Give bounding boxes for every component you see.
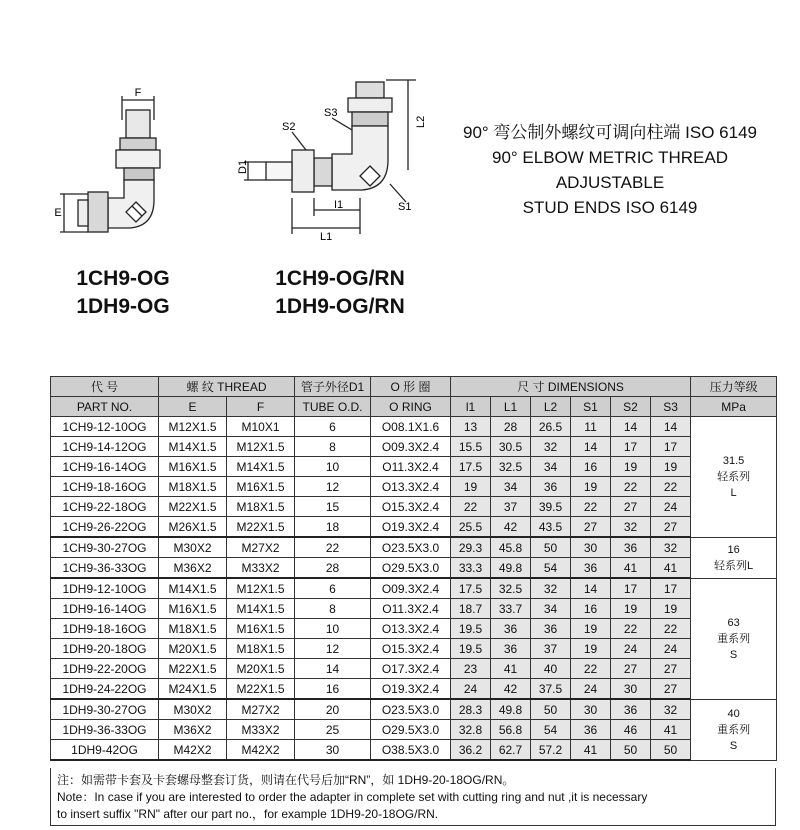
table-cell: M20X1.5 <box>159 639 227 659</box>
header-row-2 <box>51 397 777 417</box>
table-cell: 36 <box>491 639 531 659</box>
table-cell: 22 <box>651 477 691 497</box>
table-cell: 15.5 <box>451 437 491 457</box>
header-oring-cn: O 形 圈 <box>371 377 451 397</box>
table-cell: 24 <box>451 679 491 700</box>
table-cell: 34 <box>531 457 571 477</box>
table-cell: 27 <box>651 679 691 700</box>
header-s1: S1 <box>571 397 611 417</box>
note-en-2: to insert suffix "RN" after our part no.，for example 1DH9-20-18OG/RN. <box>57 807 439 821</box>
table-cell: 30.5 <box>491 437 531 457</box>
table-cell: 54 <box>531 720 571 740</box>
table-cell: 22 <box>571 497 611 517</box>
label-l1-small: I1 <box>334 199 344 211</box>
table-cell: 37 <box>531 639 571 659</box>
table-cell: 14 <box>651 417 691 437</box>
table-cell: 62.7 <box>491 740 531 761</box>
pressure-class-line: 63 <box>727 616 740 629</box>
table-cell: 32.8 <box>451 720 491 740</box>
label-s1: S1 <box>398 201 412 213</box>
model-right-line1: 1CH9-OG/RN <box>275 267 405 290</box>
table-cell: 39.5 <box>531 497 571 517</box>
header-dimensions: 尺 寸 DIMENSIONS <box>451 377 691 397</box>
table-row <box>51 558 777 579</box>
table-cell: 27 <box>611 659 651 679</box>
table-cell: 13 <box>451 417 491 437</box>
table-cell: 32 <box>611 517 651 538</box>
table-cell: 1DH9-30-27OG <box>51 699 159 720</box>
model-left-line2: 1DH9-OG <box>76 295 170 318</box>
table-cell: M14X1.5 <box>159 437 227 457</box>
pressure-class <box>691 537 777 578</box>
table-cell: 19 <box>651 599 691 619</box>
table-cell: 30 <box>295 740 371 761</box>
table-cell: 10 <box>295 619 371 639</box>
table-cell: M18X1.5 <box>159 619 227 639</box>
title-line1: 90° 弯公制外螺纹可调向柱端 ISO 6149 <box>463 123 757 142</box>
table-cell: 1DH9-42OG <box>51 740 159 761</box>
table-row <box>51 497 777 517</box>
table-cell: O17.3X2.4 <box>371 659 451 679</box>
table-cell: 36 <box>611 699 651 720</box>
table-cell: 34 <box>531 599 571 619</box>
table-cell: 17 <box>651 437 691 457</box>
table-cell: O19.3X2.4 <box>371 517 451 538</box>
table-cell: M16X1.5 <box>159 457 227 477</box>
table-cell: M12X1.5 <box>159 417 227 437</box>
table-cell: 49.8 <box>491 699 531 720</box>
header-thread: 螺 纹 THREAD <box>159 377 295 397</box>
table-cell: 49.8 <box>491 558 531 579</box>
table-cell: 22 <box>571 659 611 679</box>
table-cell: 50 <box>531 699 571 720</box>
title-line3: ADJUSTABLE <box>555 173 665 192</box>
table-cell: M16X1.5 <box>227 477 295 497</box>
table-cell: 14 <box>571 578 611 599</box>
table-cell: 1DH9-36-33OG <box>51 720 159 740</box>
table-cell: 17 <box>611 437 651 457</box>
table-cell: M10X1 <box>227 417 295 437</box>
product-title <box>440 120 780 220</box>
pressure-class-line: S <box>729 739 738 752</box>
table-row <box>51 740 777 761</box>
table-cell: 40 <box>531 659 571 679</box>
header-mpa: MPa <box>691 397 777 417</box>
header-l1-small: l1 <box>451 397 491 417</box>
table-cell: M26X1.5 <box>159 517 227 538</box>
pressure-class <box>691 417 777 538</box>
table-cell: 22 <box>611 619 651 639</box>
table-cell: M33X2 <box>227 720 295 740</box>
table-cell: 33.7 <box>491 599 531 619</box>
table-cell: 41 <box>651 558 691 579</box>
table-row <box>51 619 777 639</box>
table-cell: 19 <box>611 457 651 477</box>
table-cell: 18 <box>295 517 371 538</box>
model-right <box>250 265 430 321</box>
table-cell: 1CH9-16-14OG <box>51 457 159 477</box>
header-s3: S3 <box>651 397 691 417</box>
table-cell: 1CH9-18-16OG <box>51 477 159 497</box>
table-cell: O15.3X2.4 <box>371 639 451 659</box>
table-cell: 19 <box>451 477 491 497</box>
table-cell: M30X2 <box>159 537 227 558</box>
table-cell: 28 <box>295 558 371 579</box>
table-cell: 50 <box>651 740 691 761</box>
table-cell: 19.5 <box>451 639 491 659</box>
table-cell: O15.3X2.4 <box>371 497 451 517</box>
table-cell: M18X1.5 <box>159 477 227 497</box>
table-cell: 34 <box>491 477 531 497</box>
table-cell: 1DH9-20-18OG <box>51 639 159 659</box>
table-cell: 23 <box>451 659 491 679</box>
table-row <box>51 599 777 619</box>
table-cell: 19 <box>571 639 611 659</box>
table-cell: 16 <box>571 457 611 477</box>
table-cell: 12 <box>295 639 371 659</box>
table-cell: 36 <box>531 477 571 497</box>
table-cell: 24 <box>611 639 651 659</box>
right-elbow-drawing <box>236 70 446 250</box>
label-l2: L2 <box>415 115 427 128</box>
table-cell: 43.5 <box>531 517 571 538</box>
model-left-line1: 1CH9-OG <box>76 267 170 290</box>
table-cell: 12 <box>295 477 371 497</box>
table-cell: 15 <box>295 497 371 517</box>
model-right-line2: 1DH9-OG/RN <box>275 295 405 318</box>
table-cell: 1CH9-36-33OG <box>51 558 159 579</box>
table-row <box>51 537 777 558</box>
table-row <box>51 417 777 437</box>
label-d1: D1 <box>237 159 249 174</box>
spec-table-body <box>51 417 777 761</box>
label-e: E <box>54 207 62 219</box>
table-cell: 6 <box>295 578 371 599</box>
table-cell: O29.5X3.0 <box>371 558 451 579</box>
table-cell: 17 <box>611 578 651 599</box>
table-cell: 36 <box>611 537 651 558</box>
table-cell: 22 <box>611 477 651 497</box>
table-cell: O08.1X1.6 <box>371 417 451 437</box>
table-cell: 29.3 <box>451 537 491 558</box>
table-cell: 1DH9-24-22OG <box>51 679 159 700</box>
pressure-class-line: 轻系列 <box>717 470 751 483</box>
table-row <box>51 699 777 720</box>
pressure-class-line: 31.5 <box>722 454 745 467</box>
table-cell: O23.5X3.0 <box>371 537 451 558</box>
table-cell: M33X2 <box>227 558 295 579</box>
table-cell: 1DH9-22-20OG <box>51 659 159 679</box>
pressure-class-line: 重系列 <box>717 723 751 736</box>
table-cell: 8 <box>295 437 371 457</box>
table-cell: O09.3X2.4 <box>371 437 451 457</box>
table-cell: 33.3 <box>451 558 491 579</box>
table-cell: 8 <box>295 599 371 619</box>
table-cell: 11 <box>571 417 611 437</box>
table-cell: O19.3X2.4 <box>371 679 451 700</box>
table-cell: 36 <box>531 619 571 639</box>
table-cell: 1DH9-18-16OG <box>51 619 159 639</box>
table-cell: 1DH9-16-14OG <box>51 599 159 619</box>
table-cell: 14 <box>295 659 371 679</box>
table-row <box>51 437 777 457</box>
table-cell: 1CH9-12-10OG <box>51 417 159 437</box>
table-cell: 42 <box>491 679 531 700</box>
header-part: PART NO. <box>51 397 159 417</box>
table-cell: 56.8 <box>491 720 531 740</box>
table-cell: M16X1.5 <box>159 599 227 619</box>
table-cell: 27 <box>571 517 611 538</box>
table-cell: 27 <box>651 517 691 538</box>
table-cell: M22X1.5 <box>227 517 295 538</box>
table-cell: 36 <box>571 720 611 740</box>
header-tube-cn: 管子外径D1 <box>295 377 371 397</box>
table-cell: 41 <box>491 659 531 679</box>
table-cell: M18X1.5 <box>227 497 295 517</box>
table-cell: 24 <box>651 639 691 659</box>
header-l2: L2 <box>531 397 571 417</box>
table-cell: 19.5 <box>451 619 491 639</box>
table-cell: M12X1.5 <box>227 437 295 457</box>
pressure-class <box>691 699 777 760</box>
header-f: F <box>227 397 295 417</box>
table-cell: 50 <box>611 740 651 761</box>
table-cell: 16 <box>295 679 371 700</box>
table-cell: 17.5 <box>451 578 491 599</box>
pressure-class-line: 轻系列L <box>714 559 754 572</box>
table-cell: 19 <box>571 619 611 639</box>
table-cell: 45.8 <box>491 537 531 558</box>
table-row <box>51 659 777 679</box>
table-cell: 1DH9-12-10OG <box>51 578 159 599</box>
table-cell: 27 <box>611 497 651 517</box>
table-cell: M36X2 <box>159 720 227 740</box>
table-cell: 30 <box>571 537 611 558</box>
header-part-cn: 代 号 <box>51 377 159 397</box>
table-cell: M36X2 <box>159 558 227 579</box>
pressure-class-line: 40 <box>727 707 740 720</box>
title-line4: STUD ENDS ISO 6149 <box>522 198 698 217</box>
table-cell: 10 <box>295 457 371 477</box>
table-cell: M42X2 <box>159 740 227 761</box>
table-cell: 50 <box>531 537 571 558</box>
table-cell: M12X1.5 <box>227 578 295 599</box>
table-cell: 30 <box>611 679 651 700</box>
table-cell: M14X1.5 <box>227 457 295 477</box>
header-e: E <box>159 397 227 417</box>
table-cell: O13.3X2.4 <box>371 619 451 639</box>
spec-table <box>50 376 777 761</box>
table-cell: O23.5X3.0 <box>371 699 451 720</box>
table-cell: 54 <box>531 558 571 579</box>
table-cell: 36 <box>571 558 611 579</box>
model-left <box>58 265 188 321</box>
table-cell: 19 <box>571 477 611 497</box>
table-cell: 22 <box>451 497 491 517</box>
table-cell: 25 <box>295 720 371 740</box>
table-cell: 41 <box>651 720 691 740</box>
table-cell: 1CH9-14-12OG <box>51 437 159 457</box>
table-cell: M18X1.5 <box>227 639 295 659</box>
table-cell: 28.3 <box>451 699 491 720</box>
header-tube: TUBE O.D. <box>295 397 371 417</box>
table-cell: 41 <box>611 558 651 579</box>
table-cell: M27X2 <box>227 537 295 558</box>
table-cell: 36.2 <box>451 740 491 761</box>
pressure-class-line: 16 <box>727 543 740 556</box>
header-s2: S2 <box>611 397 651 417</box>
table-cell: 19 <box>611 599 651 619</box>
table-row <box>51 578 777 599</box>
label-s3: S3 <box>324 107 338 119</box>
table-cell: 16 <box>571 599 611 619</box>
order-notes <box>50 768 776 826</box>
label-f: F <box>134 87 142 99</box>
table-cell: 19 <box>651 457 691 477</box>
table-cell: M14X1.5 <box>159 578 227 599</box>
table-cell: 32 <box>531 578 571 599</box>
header-row-1 <box>51 377 777 397</box>
header-oring: O RING <box>371 397 451 417</box>
table-row <box>51 639 777 659</box>
table-cell: 20 <box>295 699 371 720</box>
table-cell: 46 <box>611 720 651 740</box>
label-l1: L1 <box>320 231 333 243</box>
title-line2: 90° ELBOW METRIC THREAD <box>491 148 729 167</box>
table-cell: 24 <box>651 497 691 517</box>
table-cell: 26.5 <box>531 417 571 437</box>
table-cell: 22 <box>651 619 691 639</box>
note-cn: 注：如需带卡套及卡套螺母整套订货，则请在代号后加“RN”，如 1DH9-20-18OG/RN。 <box>57 773 515 787</box>
table-cell: 1CH9-26-22OG <box>51 517 159 538</box>
table-cell: M14X1.5 <box>227 599 295 619</box>
table-row <box>51 457 777 477</box>
table-cell: O13.3X2.4 <box>371 477 451 497</box>
table-cell: M20X1.5 <box>227 659 295 679</box>
table-cell: 17.5 <box>451 457 491 477</box>
pressure-class-line: 重系列 <box>717 632 751 645</box>
table-row <box>51 477 777 497</box>
table-cell: 32 <box>651 537 691 558</box>
table-row <box>51 720 777 740</box>
table-cell: O11.3X2.4 <box>371 599 451 619</box>
table-cell: 41 <box>571 740 611 761</box>
table-cell: M24X1.5 <box>159 679 227 700</box>
table-row <box>51 679 777 700</box>
table-cell: M22X1.5 <box>159 659 227 679</box>
table-cell: M30X2 <box>159 699 227 720</box>
table-cell: 32.5 <box>491 457 531 477</box>
table-cell: M16X1.5 <box>227 619 295 639</box>
table-cell: 6 <box>295 417 371 437</box>
table-cell: 36 <box>491 619 531 639</box>
table-cell: M22X1.5 <box>227 679 295 700</box>
header-l1: L1 <box>491 397 531 417</box>
table-cell: 32 <box>531 437 571 457</box>
pressure-class-line: L <box>730 486 737 499</box>
pressure-class <box>691 578 777 699</box>
table-cell: 14 <box>611 417 651 437</box>
table-cell: 32.5 <box>491 578 531 599</box>
table-cell: 18.7 <box>451 599 491 619</box>
table-cell: 1CH9-22-18OG <box>51 497 159 517</box>
table-cell: O11.3X2.4 <box>371 457 451 477</box>
label-s2: S2 <box>282 121 296 133</box>
table-cell: 1CH9-30-27OG <box>51 537 159 558</box>
left-elbow-drawing <box>40 70 210 260</box>
table-cell: 42 <box>491 517 531 538</box>
table-cell: 25.5 <box>451 517 491 538</box>
table-cell: 32 <box>651 699 691 720</box>
note-en-1: Note：In case if you are interested to order the adapter in complete set with cutting ring and nut ,it is necessary <box>57 790 648 804</box>
header-pressure: 压力等级 <box>691 377 777 397</box>
table-cell: 27 <box>651 659 691 679</box>
table-cell: 14 <box>571 437 611 457</box>
pressure-class-line: S <box>729 648 738 661</box>
table-cell: 30 <box>571 699 611 720</box>
table-cell: O09.3X2.4 <box>371 578 451 599</box>
table-cell: M27X2 <box>227 699 295 720</box>
table-cell: 37.5 <box>531 679 571 700</box>
table-cell: 17 <box>651 578 691 599</box>
table-cell: 22 <box>295 537 371 558</box>
table-cell: 57.2 <box>531 740 571 761</box>
table-cell: O38.5X3.0 <box>371 740 451 761</box>
table-row <box>51 517 777 538</box>
table-cell: 24 <box>571 679 611 700</box>
table-cell: 28 <box>491 417 531 437</box>
table-cell: 37 <box>491 497 531 517</box>
table-cell: M42X2 <box>227 740 295 761</box>
table-cell: M22X1.5 <box>159 497 227 517</box>
table-cell: O29.5X3.0 <box>371 720 451 740</box>
